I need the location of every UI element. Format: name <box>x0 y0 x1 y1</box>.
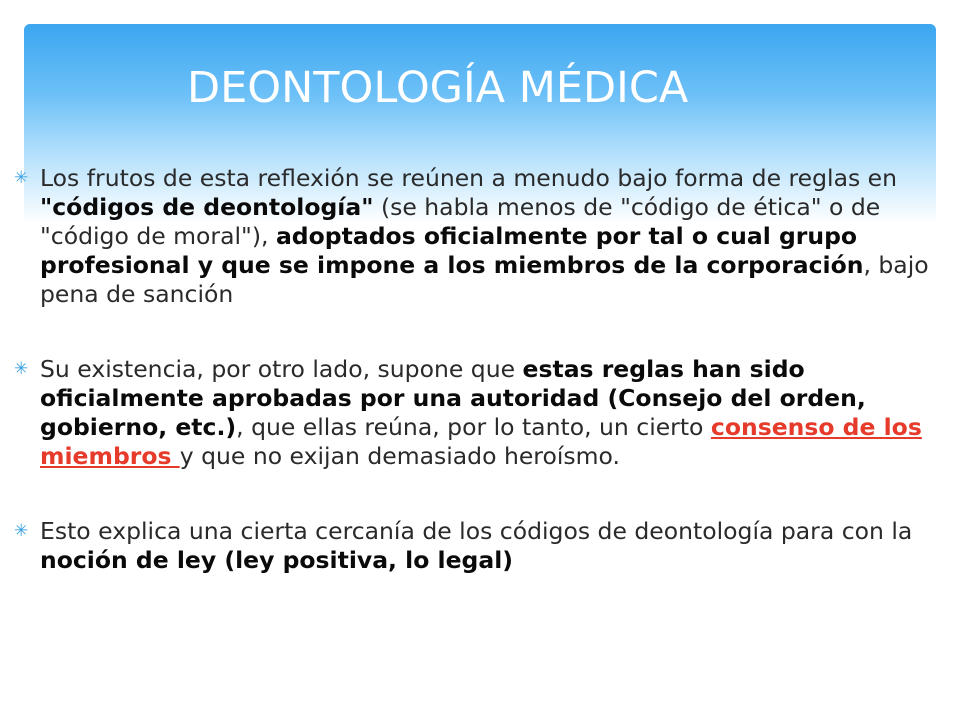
bullet-3-emphasis: noción de ley (ley positiva, lo legal) <box>40 546 514 574</box>
bullet-1-text: , bajo pena de sanción <box>40 251 929 308</box>
asterisk-bullet-icon: ✳ <box>14 359 29 379</box>
consenso-link[interactable]: consenso de los miembros <box>40 413 922 470</box>
bullet-1-text: Los frutos de esta reflexión se reúnen a menudo bajo forma de reglas en <box>40 164 898 192</box>
bullet-2-emphasis: estas reglas han sido oficialmente aprobadas por una autoridad (Consejo del orden, gobierno, etc.) <box>40 355 866 441</box>
bullet-2-text: y que no exijan demasiado heroísmo. <box>179 442 620 470</box>
bullet-2-text: Su existencia, por otro lado, supone que <box>40 355 523 383</box>
bullet-1-text: (se habla menos de "código de ética" o de "código de moral"), <box>40 193 881 250</box>
bullet-1-emphasis: "códigos de deontología" <box>40 193 374 221</box>
asterisk-bullet-icon: ✳ <box>14 521 29 541</box>
bullet-2-text: , que ellas reúna, por lo tanto, un cierto <box>236 413 711 441</box>
asterisk-bullet-icon: ✳ <box>14 168 29 188</box>
bullet-item-3 <box>14 517 954 575</box>
bullet-1-emphasis: adoptados oficialmente por tal o cual grupo profesional y que se impone a los miembros de la corporación <box>40 222 864 279</box>
bullet-item-1 <box>14 164 954 309</box>
bullet-3-text: Esto explica una cierta cercanía de los códigos de deontología para con la <box>40 517 913 545</box>
bullet-item-2 <box>14 355 954 471</box>
slide-body <box>14 164 954 575</box>
slide-title: DEONTOLOGÍA MÉDICA <box>187 63 689 113</box>
